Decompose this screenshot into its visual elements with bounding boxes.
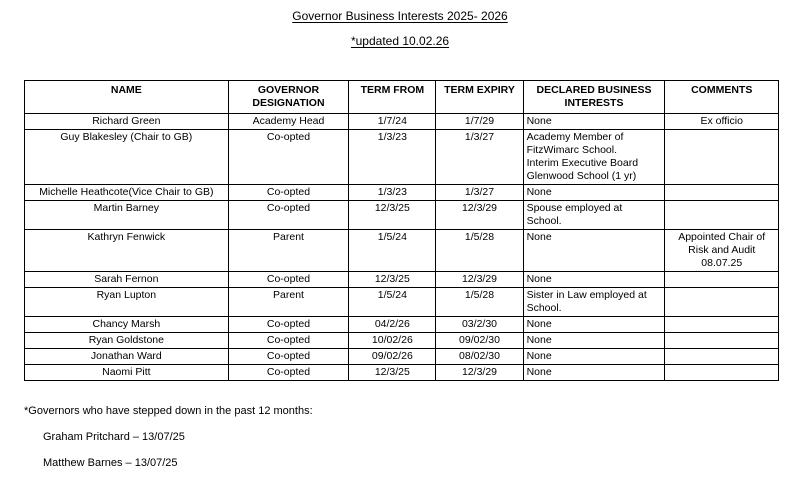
- declared-interests: None: [523, 272, 665, 288]
- declared-interests: None: [523, 317, 665, 333]
- governor-interests-table: [24, 80, 779, 381]
- governor-designation: Parent: [228, 288, 349, 317]
- term-from: 1/7/24: [349, 114, 436, 130]
- updated-date: *updated 10.02.26: [350, 34, 450, 48]
- governor-designation: Co-opted: [228, 365, 349, 381]
- comments: [665, 288, 779, 317]
- term-expiry: 1/5/28: [436, 288, 523, 317]
- former-governor: Graham Pritchard – 13/07/25: [43, 431, 185, 443]
- comments: [665, 333, 779, 349]
- term-from: 12/3/25: [349, 201, 436, 230]
- comments: [665, 317, 779, 333]
- comments: [665, 185, 779, 201]
- table-row: [25, 365, 779, 381]
- header-interests: DECLARED BUSINESS INTERESTS: [523, 81, 665, 114]
- term-expiry: 1/3/27: [436, 130, 523, 185]
- comments: [665, 130, 779, 185]
- declared-interests: Academy Member of FitzWimarc School. Interim Executive Board Glenwood School (1 yr): [523, 130, 665, 185]
- governor-name: Ryan Goldstone: [25, 333, 229, 349]
- governor-name: Martin Barney: [25, 201, 229, 230]
- table-row: [25, 114, 779, 130]
- comments: Ex officio: [665, 114, 779, 130]
- term-from: 09/02/26: [349, 349, 436, 365]
- governor-designation: Co-opted: [228, 317, 349, 333]
- governor-name: Jonathan Ward: [25, 349, 229, 365]
- term-expiry: 09/02/30: [436, 333, 523, 349]
- table-row: [25, 230, 779, 272]
- header-name: NAME: [25, 81, 229, 114]
- governor-name: Sarah Fernon: [25, 272, 229, 288]
- header-comments: COMMENTS: [665, 81, 779, 114]
- former-governor: Matthew Barnes – 13/07/25: [43, 457, 178, 469]
- header-term-expiry: TERM EXPIRY: [436, 81, 523, 114]
- governor-name: Ryan Lupton: [25, 288, 229, 317]
- header-term-from: TERM FROM: [349, 81, 436, 114]
- governor-name: Richard Green: [25, 114, 229, 130]
- term-expiry: 08/02/30: [436, 349, 523, 365]
- term-from: 1/5/24: [349, 288, 436, 317]
- term-from: 04/2/26: [349, 317, 436, 333]
- governor-designation: Co-opted: [228, 349, 349, 365]
- term-expiry: 12/3/29: [436, 365, 523, 381]
- governor-name: Naomi Pitt: [25, 365, 229, 381]
- governor-designation: Co-opted: [228, 130, 349, 185]
- governor-designation: Co-opted: [228, 185, 349, 201]
- term-from: 1/5/24: [349, 230, 436, 272]
- term-expiry: 1/5/28: [436, 230, 523, 272]
- governor-name: Michelle Heathcote(Vice Chair to GB): [25, 185, 229, 201]
- term-expiry: 12/3/29: [436, 272, 523, 288]
- table-row: [25, 349, 779, 365]
- governor-name: Kathryn Fenwick: [25, 230, 229, 272]
- governor-designation: Co-opted: [228, 201, 349, 230]
- governor-designation: Parent: [228, 230, 349, 272]
- declared-interests: None: [523, 349, 665, 365]
- term-expiry: 1/3/27: [436, 185, 523, 201]
- declared-interests: Sister in Law employed at School.: [523, 288, 665, 317]
- table-row: [25, 317, 779, 333]
- table-row: [25, 333, 779, 349]
- declared-interests: Spouse employed at School.: [523, 201, 665, 230]
- declared-interests: None: [523, 230, 665, 272]
- table-row: [25, 201, 779, 230]
- stepped-down-note: *Governors who have stepped down in the past 12 months:: [24, 405, 313, 417]
- governor-designation: Academy Head: [228, 114, 349, 130]
- term-from: 12/3/25: [349, 272, 436, 288]
- table-row: [25, 130, 779, 185]
- governor-designation: Co-opted: [228, 272, 349, 288]
- term-from: 1/3/23: [349, 185, 436, 201]
- table-row: [25, 288, 779, 317]
- term-expiry: 1/7/29: [436, 114, 523, 130]
- comments: [665, 201, 779, 230]
- governor-name: Guy Blakesley (Chair to GB): [25, 130, 229, 185]
- term-expiry: 03/2/30: [436, 317, 523, 333]
- declared-interests: None: [523, 333, 665, 349]
- declared-interests: None: [523, 114, 665, 130]
- term-from: 1/3/23: [349, 130, 436, 185]
- comments: [665, 349, 779, 365]
- declared-interests: None: [523, 185, 665, 201]
- comments: Appointed Chair of Risk and Audit 08.07.25: [665, 230, 779, 272]
- document-title: Governor Business Interests 2025- 2026: [292, 9, 508, 23]
- comments: [665, 365, 779, 381]
- table-row: [25, 185, 779, 201]
- table-header-row: [25, 81, 779, 114]
- term-from: 12/3/25: [349, 365, 436, 381]
- governor-name: Chancy Marsh: [25, 317, 229, 333]
- term-expiry: 12/3/29: [436, 201, 523, 230]
- table-row: [25, 272, 779, 288]
- term-from: 10/02/26: [349, 333, 436, 349]
- header-designation: GOVERNOR DESIGNATION: [228, 81, 349, 114]
- governor-designation: Co-opted: [228, 333, 349, 349]
- comments: [665, 272, 779, 288]
- declared-interests: None: [523, 365, 665, 381]
